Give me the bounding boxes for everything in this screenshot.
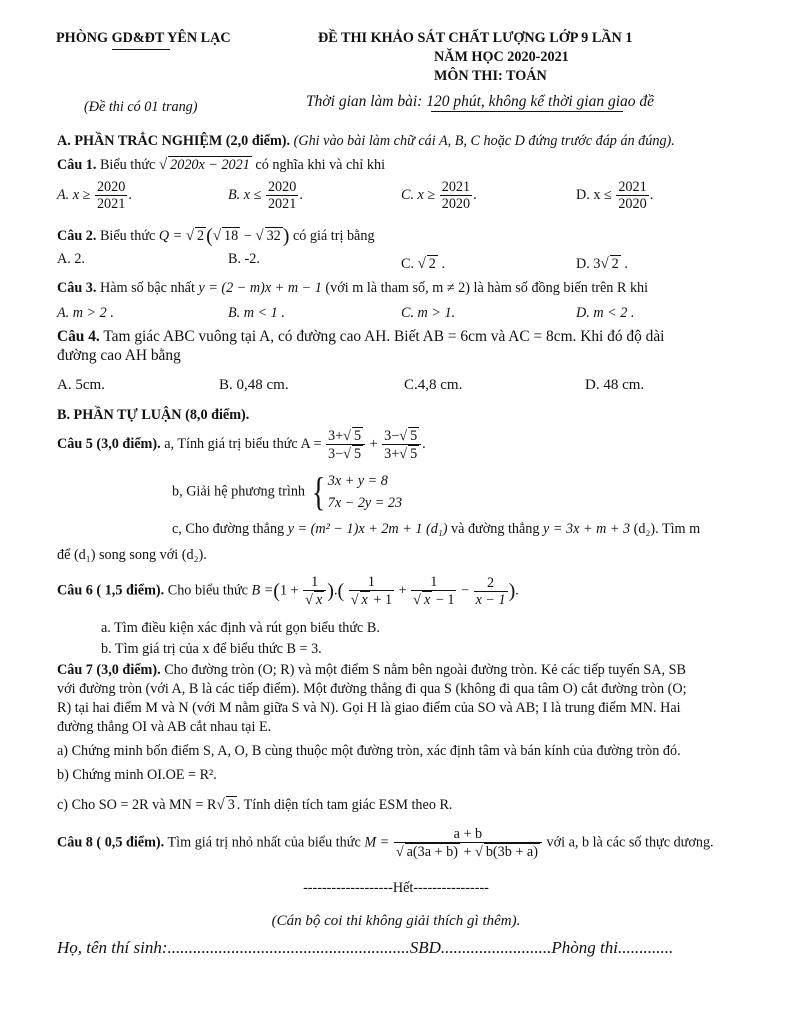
question-7b: b) Chứng minh OI.OE = R². — [57, 767, 217, 783]
q2-option-b: B. -2. — [228, 251, 260, 267]
question-4: Câu 4. Tam giác ABC vuông tại A, có đường cao AH. Biết AB = 6cm và AC = 8cm. Khi đó độ dài — [57, 328, 665, 345]
question-5c-cont: để (d₁) song song với (d₂). — [57, 547, 207, 563]
q3-option-d: D. m < 2 . — [576, 305, 635, 321]
question-6b: b. Tìm giá trị của x để biểu thức B = 3. — [101, 641, 322, 657]
question-4-cont: đường cao AH bằng — [57, 347, 181, 364]
question-7-line-3: R) tại hai điểm M và N (với M nằm giữa S và N). Gọi H là giao điểm của SO và AB; I là trung điểm MN. Hai — [57, 700, 681, 716]
pages-note: (Đề thi có 01 trang) — [84, 99, 198, 115]
question-7: Câu 7 (3,0 điểm). Cho đường tròn (O; R) và một điểm S nằm bên ngoài đường tròn. Kẻ các tiếp tuyến SA, SB — [57, 662, 686, 678]
q4-option-c: C.4,8 cm. — [404, 377, 463, 393]
department: PHÒNG GD&ĐT YÊN LẠC — [56, 30, 231, 46]
q4-option-a: A. 5cm. — [57, 377, 105, 393]
subject: MÔN THI: TOÁN — [434, 68, 547, 84]
end-marker: -------------------Hết---------------- — [303, 880, 489, 896]
q4-option-d: D. 48 cm. — [585, 377, 645, 393]
part-b-heading: B. PHẦN TỰ LUẬN (8,0 điểm). — [57, 407, 250, 423]
exam-title: ĐỀ THI KHẢO SÁT CHẤT LƯỢNG LỚP 9 LẦN 1 — [318, 30, 633, 46]
q2-option-c: C. √ 2 . — [401, 256, 445, 272]
q4-option-b: B. 0,48 cm. — [219, 377, 289, 393]
q1-option-b: B. x ≤ $\frac{2020}{2021}$ . — [228, 179, 303, 213]
question-3: Câu 3. Hàm số bậc nhất y = (2 − m)x + m − 1 (với m là tham số, m ≠ 2) là hàm số đồng biến trên R khi — [57, 280, 649, 296]
time-underline — [431, 111, 623, 112]
proctor-note: (Cán bộ coi thi không giải thích gì thêm). — [271, 913, 521, 929]
question-8: Câu 8 ( 0,5 điểm). Tìm giá trị nhỏ nhất của biểu thức M = $\frac{a + b}{√ a(3a + b) + √ b(3b + a)}$ với a, b là các số thực dương. — [57, 826, 714, 861]
question-7-line-2: với đường tròn (với A, B là các tiếp điểm). Một đường thẳng đi qua S (không đi qua tâm O) cắt đường tròn (O; — [57, 681, 687, 697]
question-5a: Câu 5 (3,0 điểm). a, Tính giá trị biểu thức A = $\frac{3+√ 5}{3-√ 5}$ + $\frac{3-√ 5}{3+√ 5}$ . — [57, 428, 426, 463]
question-7c: c) Cho SO = 2R và MN = R√ 3 . Tính diện tích tam giác ESM theo R. — [57, 797, 453, 813]
question-7a: a) Chứng minh bốn điểm S, A, O, B cùng thuộc một đường tròn, xác định tâm và bán kính của đường tròn đó. — [57, 743, 681, 759]
q2-option-d: D. 3√ 2 . — [576, 256, 628, 272]
candidate-info-line: Họ, tên thí sinh:.........................................................SBD..........................Phòng thi............. — [57, 938, 674, 957]
part-a-heading: A. PHẦN TRẮC NGHIỆM (2,0 điểm). (Ghi vào bài làm chữ cái A, B, C hoặc D đứng trước đáp án đúng). — [57, 133, 675, 149]
q3-option-b: B. m < 1 . — [228, 305, 285, 321]
question-6a: a. Tìm điều kiện xác định và rút gọn biểu thức B. — [101, 620, 380, 636]
q1-option-c: C. x ≥ $\frac{2021}{2020}$ . — [401, 179, 477, 213]
q3-option-a: A. m > 2 . — [57, 305, 114, 321]
q3-option-c: C. m > 1. — [401, 305, 456, 321]
question-6: Câu 6 ( 1,5 điểm). Cho biểu thức B =(1 + $\frac{1}{√ x}$ ).( $\frac{1}{√ x + 1}$ + $\frac{1}{√ x - 1}$ − $\frac{2}{x - 1}$ ). — [57, 574, 519, 609]
question-7-line-4: đường thẳng OI và AB cắt nhau tại E. — [57, 719, 272, 735]
question-2: Câu 2. Biểu thức Q = √ 2 (√ 18 − √ 32 ) có giá trị bằng — [57, 225, 375, 247]
q1-option-d: D. x ≤ $\frac{2021}{2020}$ . — [576, 179, 654, 213]
department-underline — [112, 49, 170, 50]
question-5c: c, Cho đường thẳng y = (m² − 1)x + 2m + 1 (d₁) và đường thẳng y = 3x + m + 3 (d₂). Tìm m — [172, 521, 701, 537]
school-year: NĂM HỌC 2020-2021 — [434, 49, 569, 65]
q1-option-a: A. x ≥ $\frac{2020}{2021}$ . — [57, 179, 132, 213]
q2-option-a: A. 2. — [57, 251, 85, 267]
time-note: Thời gian làm bài: 120 phút, không kể thời gian giao đề — [306, 93, 655, 110]
question-1: Câu 1. Biểu thức √ 2020x − 2021 có nghĩa khi và chỉ khi — [57, 157, 386, 173]
question-5b: b, Giải hệ phương trình { 3x + y = 8 7x − 2y = 23 — [172, 469, 403, 514]
